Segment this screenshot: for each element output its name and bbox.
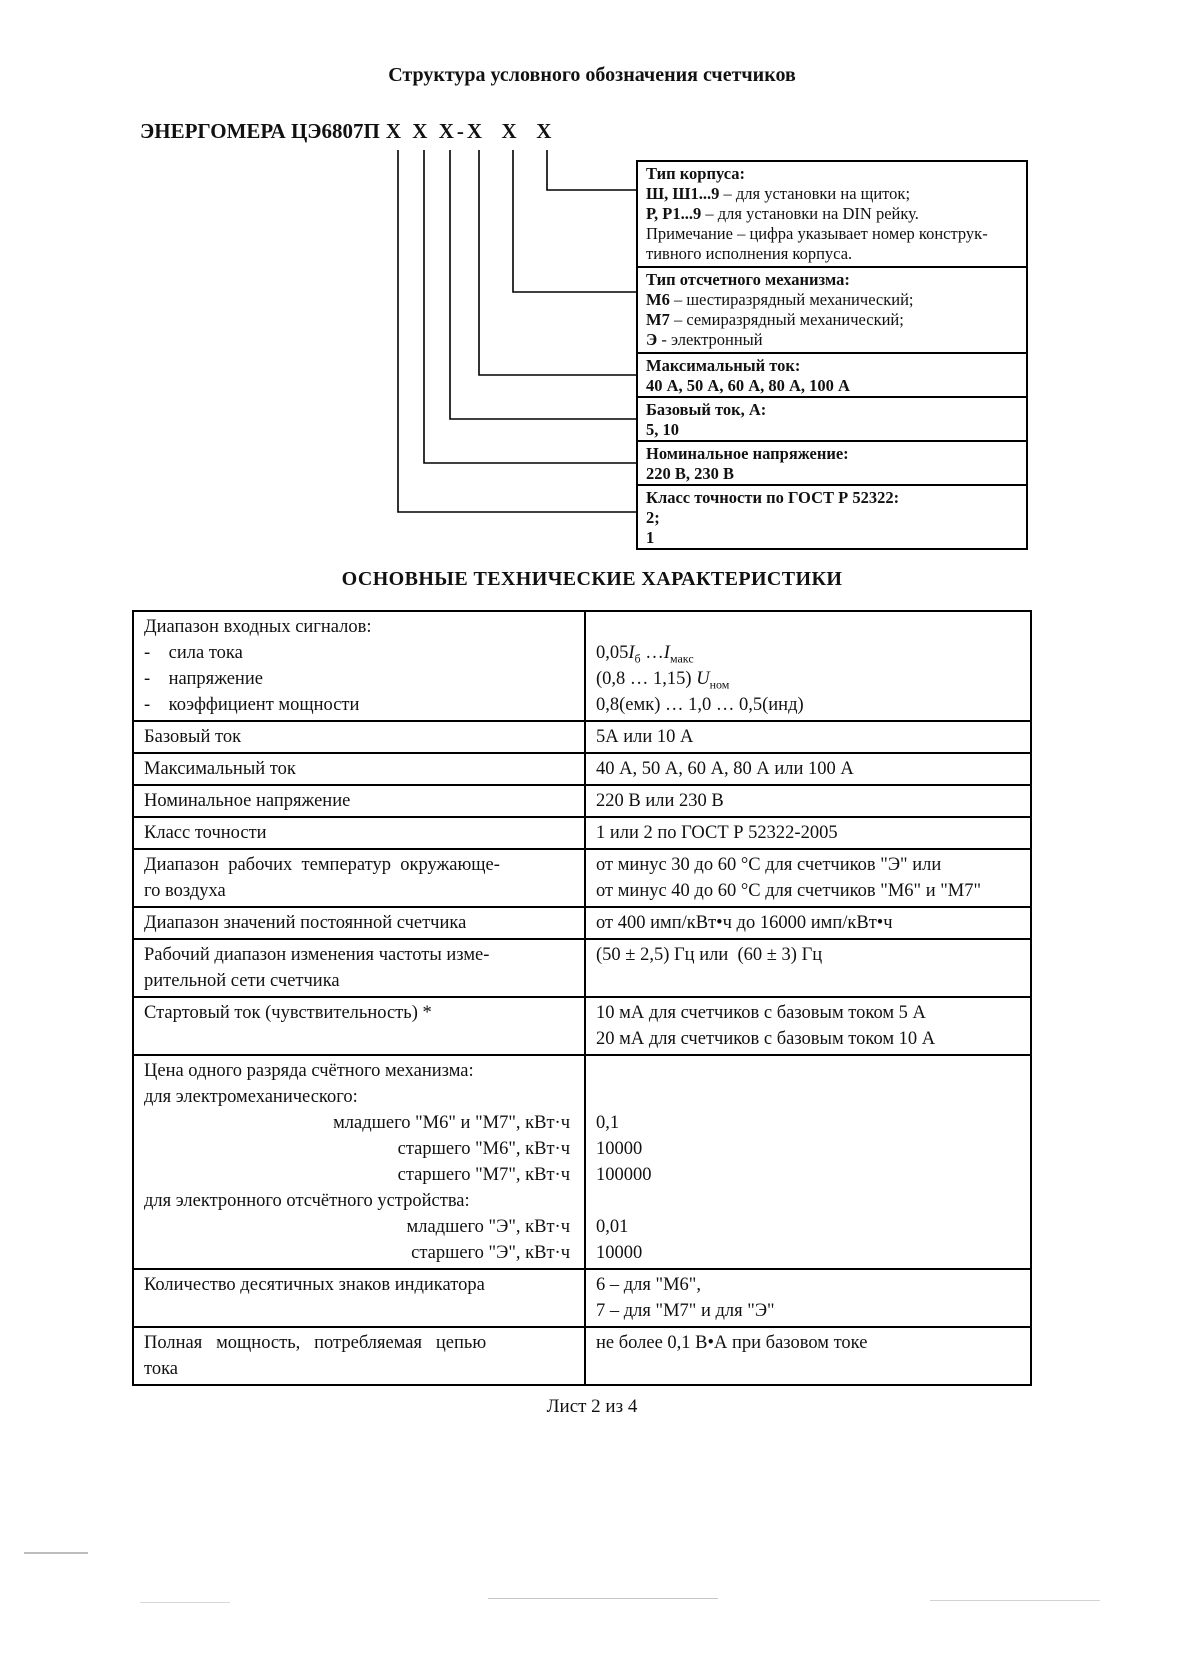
legend-line-text: тивного исполнения корпуса. xyxy=(646,244,853,263)
cell-line: не более 0,1 В•А при базовом токе xyxy=(596,1333,868,1353)
cell-line: 10000 xyxy=(596,1243,643,1263)
cell-line: Рабочий диапазон изменения частоты изме- xyxy=(144,945,490,965)
cell-line: 40 А, 50 А, 60 А, 80 А или 100 А xyxy=(596,759,854,779)
cell-line: от 400 имп/кВт•ч до 16000 имп/кВт•ч xyxy=(596,913,893,933)
legend-box-accuracy-class xyxy=(636,484,1028,550)
label-cell xyxy=(133,907,585,939)
legend-line-bold: 1 xyxy=(646,528,655,547)
legend-line-bold: Р, Р1...9 xyxy=(646,204,702,223)
legend-line-text: – для установки на щиток; xyxy=(719,184,911,203)
scan-artifact xyxy=(930,1600,1100,1601)
cell-line: Цена одного разряда счётного механизма: xyxy=(144,1061,474,1081)
row-meter-constant xyxy=(133,907,1031,939)
value-cell xyxy=(585,997,1031,1055)
legend-line-bold: М7 xyxy=(646,310,670,329)
connector-line xyxy=(479,150,638,375)
label-cell xyxy=(133,939,585,997)
legend-line-text: Примечание – цифра указывает номер конструк- xyxy=(646,224,988,243)
legend-line-bold: 40 А, 50 А, 60 А, 80 А, 100 А xyxy=(646,376,850,395)
value-cell xyxy=(585,753,1031,785)
cell-line: тока xyxy=(144,1359,179,1379)
legend-line-bold: Э xyxy=(646,330,658,349)
connector-line xyxy=(513,150,638,292)
legend-box-line xyxy=(646,244,1018,264)
legend-box-line xyxy=(646,464,1018,484)
value-cell xyxy=(585,1055,1031,1269)
row-digit-value xyxy=(133,1055,1031,1269)
label-cell xyxy=(133,611,585,721)
legend-box-corpus-type xyxy=(636,160,1028,268)
value-cell xyxy=(585,849,1031,907)
row-power-consumption xyxy=(133,1327,1031,1385)
legend-box-title: Базовый ток, А: xyxy=(646,400,767,419)
connector-line xyxy=(424,150,638,463)
legend-line-bold: Ш, Ш1...9 xyxy=(646,184,720,203)
legend-box-title: Класс точности по ГОСТ Р 52322: xyxy=(646,488,900,507)
legend-box-line xyxy=(646,330,1018,350)
legend-box-line xyxy=(646,508,1018,528)
label-cell xyxy=(133,1055,585,1269)
spec-table xyxy=(132,610,1032,1386)
cell-line: младшего "Э", кВт·ч xyxy=(406,1217,570,1237)
legend-box-line xyxy=(646,224,1018,244)
value-symbol: U xyxy=(696,669,710,689)
connector-line xyxy=(547,150,638,190)
row-frequency-range xyxy=(133,939,1031,997)
value-text: 0,05 xyxy=(596,643,629,663)
value-text: (0,8 … 1,15) xyxy=(596,669,697,689)
cell-line: для электромеханического: xyxy=(144,1087,358,1107)
cell-line: Максимальный ток xyxy=(144,759,296,779)
legend-line-bold: М6 xyxy=(646,290,670,309)
scan-artifact xyxy=(24,1552,88,1554)
label-cell xyxy=(133,1327,585,1385)
value-cell xyxy=(585,1327,1031,1385)
cell-line: 10 мА для счетчиков с базовым током 5 А xyxy=(596,1003,926,1023)
legend-box-line xyxy=(646,376,1018,396)
cell-line xyxy=(596,1058,1020,1084)
cell-line: - коэффициент мощности xyxy=(144,695,360,715)
cell-line: старшего "М6", кВт·ч xyxy=(397,1139,570,1159)
cell-line: 7 – для "М7" и для "Э" xyxy=(596,1301,775,1321)
legend-line-text: – шестиразрядный механический; xyxy=(669,290,914,309)
cell-line: 10000 xyxy=(596,1139,643,1159)
legend-line-bold: 5, 10 xyxy=(646,420,679,439)
legend-box-nominal-voltage xyxy=(636,440,1028,486)
cell-line: младшего "М6" и "М7", кВт·ч xyxy=(333,1113,570,1133)
legend-box-line xyxy=(646,420,1018,440)
legend-box-title: Тип отсчетного механизма: xyxy=(646,270,850,289)
legend-box-line xyxy=(646,290,1018,310)
value-subscript: б xyxy=(634,651,641,666)
model-designation-placeholders: Х Х Х-Х Х Х xyxy=(385,119,555,143)
cell-line xyxy=(596,666,1020,692)
value-cell xyxy=(585,907,1031,939)
legend-line-text: - электронный xyxy=(657,330,763,349)
cell-line xyxy=(596,1084,1020,1110)
cell-line: для электронного отсчётного устройства: xyxy=(144,1191,470,1211)
cell-line: Номинальное напряжение xyxy=(144,791,351,811)
row-input-signals xyxy=(133,611,1031,721)
row-indicator-digits xyxy=(133,1269,1031,1327)
model-prefix: ЭНЕРГОМЕРА ЦЭ6807П xyxy=(140,119,380,143)
cell-line: Класс точности xyxy=(144,823,267,843)
cell-line: - сила тока xyxy=(144,643,243,663)
row-max-current xyxy=(133,753,1031,785)
cell-line: Стартовый ток (чувствительность) * xyxy=(144,1003,432,1023)
cell-line: 0,01 xyxy=(596,1217,629,1237)
cell-line: Диапазон рабочих температур окружающе- xyxy=(144,855,500,875)
cell-line xyxy=(596,640,1020,666)
designation-legend xyxy=(636,160,1028,550)
cell-line: (50 ± 2,5) Гц или (60 ± 3) Гц xyxy=(596,945,823,965)
cell-line: Диапазон значений постоянной счетчика xyxy=(144,913,467,933)
cell-line: го воздуха xyxy=(144,881,226,901)
row-nominal-voltage xyxy=(133,785,1031,817)
cell-line: старшего "М7", кВт·ч xyxy=(397,1165,570,1185)
legend-box-line xyxy=(646,528,1018,548)
cell-line: от минус 40 до 60 °С для счетчиков "М6" и "М7" xyxy=(596,881,982,901)
legend-box-line xyxy=(646,204,1018,224)
page-title: Структура условного обозначения счетчиков xyxy=(388,64,796,86)
value-symbol: I xyxy=(663,643,670,663)
cell-line: Диапазон входных сигналов: xyxy=(144,617,372,637)
legend-box-title: Максимальный ток: xyxy=(646,356,801,375)
legend-box-base-current xyxy=(636,396,1028,442)
cell-line xyxy=(596,1188,1020,1214)
cell-line: 220 В или 230 В xyxy=(596,791,724,811)
cell-line: 20 мА для счетчиков с базовым током 10 А xyxy=(596,1029,936,1049)
legend-box-max-current xyxy=(636,352,1028,398)
legend-box-line xyxy=(646,310,1018,330)
value-text: … xyxy=(640,643,664,663)
legend-line-text: – семиразрядный механический; xyxy=(669,310,904,329)
cell-line: рительной сети счетчика xyxy=(144,971,340,991)
row-operating-temp xyxy=(133,849,1031,907)
value-subscript: макс xyxy=(669,651,694,666)
label-cell xyxy=(133,997,585,1055)
cell-line: 0,8(емк) … 1,0 … 0,5(инд) xyxy=(596,695,804,715)
legend-line-bold: 220 В, 230 В xyxy=(646,464,735,483)
legend-box-title: Тип корпуса: xyxy=(646,164,745,183)
legend-box-counter-type xyxy=(636,266,1028,354)
cell-line: старшего "Э", кВт·ч xyxy=(411,1243,570,1263)
value-cell xyxy=(585,785,1031,817)
value-cell xyxy=(585,611,1031,721)
scan-artifact xyxy=(140,1602,230,1603)
section-heading: ОСНОВНЫЕ ТЕХНИЧЕСКИЕ ХАРАКТЕРИСТИКИ xyxy=(341,568,843,590)
cell-line: Количество десятичных знаков индикатора xyxy=(144,1275,485,1295)
cell-line: 1 или 2 по ГОСТ Р 52322-2005 xyxy=(596,823,838,843)
label-cell xyxy=(133,1269,585,1327)
connector-line xyxy=(398,150,638,512)
row-starting-current xyxy=(133,997,1031,1055)
value-cell xyxy=(585,1269,1031,1327)
cell-line: 5А или 10 А xyxy=(596,727,694,747)
cell-line: 0,1 xyxy=(596,1113,620,1133)
cell-line: от минус 30 до 60 °С для счетчиков "Э" или xyxy=(596,855,942,875)
value-cell xyxy=(585,721,1031,753)
label-cell xyxy=(133,849,585,907)
legend-line-text: – для установки на DIN рейку. xyxy=(701,204,919,223)
legend-box-line xyxy=(646,184,1018,204)
page-footer: Лист 2 из 4 xyxy=(546,1396,638,1417)
label-cell xyxy=(133,721,585,753)
value-cell xyxy=(585,817,1031,849)
label-cell xyxy=(133,785,585,817)
label-cell xyxy=(133,753,585,785)
cell-line: Полная мощность, потребляемая цепью xyxy=(144,1333,487,1353)
value-subscript: ном xyxy=(709,677,730,692)
row-base-current xyxy=(133,721,1031,753)
label-cell xyxy=(133,817,585,849)
cell-line: Базовый ток xyxy=(144,727,242,747)
value-symbol: I xyxy=(628,643,635,663)
value-cell xyxy=(585,939,1031,997)
scan-artifact xyxy=(488,1598,718,1599)
cell-line xyxy=(596,614,1020,640)
row-accuracy-class xyxy=(133,817,1031,849)
legend-box-title: Номинальное напряжение: xyxy=(646,444,849,463)
cell-line: 6 – для "М6", xyxy=(596,1275,701,1295)
cell-line: - напряжение xyxy=(144,669,263,689)
cell-line: 100000 xyxy=(596,1165,652,1185)
legend-line-bold: 2; xyxy=(646,508,660,527)
